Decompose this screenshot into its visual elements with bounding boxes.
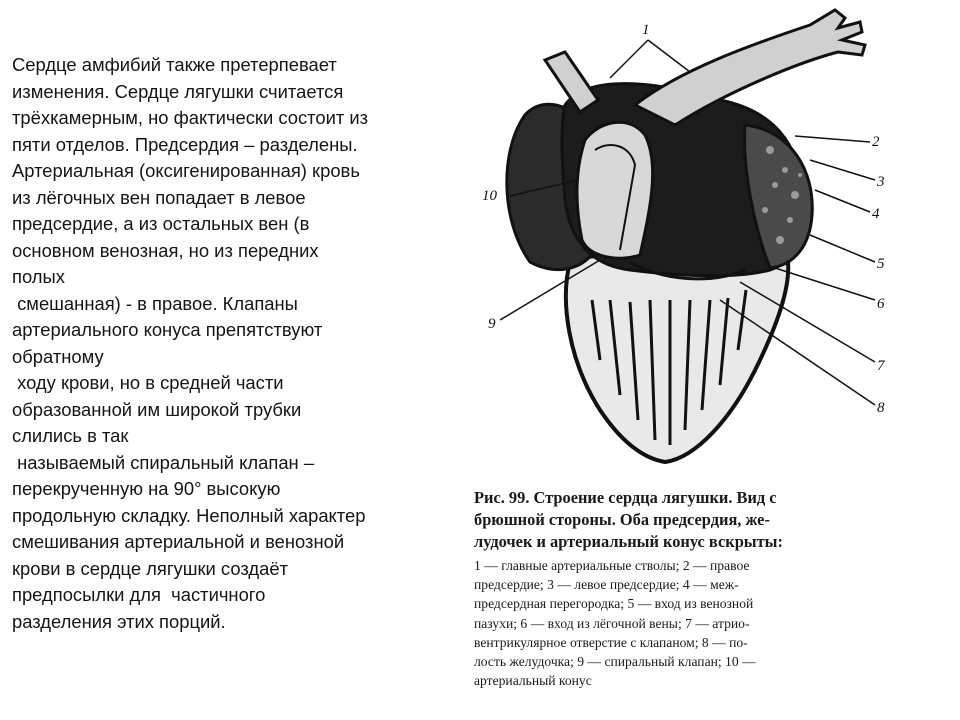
figure-label-4: 4 xyxy=(872,206,880,222)
frog-heart-figure xyxy=(470,0,890,478)
arterial-trunk-right xyxy=(635,10,865,125)
body-text-line: обратному xyxy=(12,345,104,367)
body-text-line: Сердце амфибий также претерпевает xyxy=(12,54,337,75)
body-text-line: крови в сердце лягушки создаёт xyxy=(12,557,288,579)
body-text-line: артериального конуса препятствуют xyxy=(12,319,323,340)
body-text-line: перекрученную на 90° высокую xyxy=(12,478,281,499)
figure-label-1: 1 xyxy=(642,22,650,38)
figure-label-5: 5 xyxy=(877,256,885,272)
figure-label-9: 9 xyxy=(488,316,496,332)
caption-title-line: брюшной стороны. Оба предсердия, же- xyxy=(474,510,770,529)
body-text-line: основном венозная, но из передних xyxy=(12,239,319,261)
figure-label-6: 6 xyxy=(877,296,885,312)
caption-title-line: Рис. 99. Строение сердца лягушки. Вид с xyxy=(474,488,777,507)
body-text-line: изменения. Сердце лягушки считается xyxy=(12,80,344,102)
body-text-line: предсердие, а из остальных вен (в xyxy=(12,213,310,234)
caption-legend xyxy=(474,556,904,690)
body-text-line: смешанная) - в правое. Клапаны xyxy=(12,292,298,314)
body-text-line: слились в так xyxy=(12,425,129,446)
caption-legend-line: пазухи; 6 — вход из лёгочной вены; 7 — атрио- xyxy=(474,615,750,631)
caption-legend-line: предсердная перегородка; 5 — вход из венозной xyxy=(474,596,754,612)
figure-label-3: 3 xyxy=(877,174,885,190)
frog-heart-illustration xyxy=(470,0,890,478)
body-text-line: полых xyxy=(12,266,65,287)
caption-title-line: лудочек и артериальный конус вскрыты: xyxy=(474,532,783,551)
caption-legend-line: вентрикулярное отверстие с клапаном; 8 — по- xyxy=(474,634,748,650)
figure-label-2: 2 xyxy=(872,134,880,150)
body-text-line: ходу крови, но в средней части xyxy=(12,372,284,393)
body-text-line: из лёгочных вен попадает в левое xyxy=(12,186,306,208)
body-text xyxy=(12,52,452,635)
body-text-line: пяти отделов. Предсердия – разделены. xyxy=(12,133,358,155)
figure-label-7: 7 xyxy=(877,358,885,374)
caption-legend-line: лость желудочка; 9 — спиральный клапан; 10 — xyxy=(474,654,756,670)
body-text-line: Артериальная (оксигенированная) кровь xyxy=(12,160,360,181)
figure-label-8: 8 xyxy=(877,400,885,416)
body-text-line: продольную складку. Неполный характер xyxy=(12,504,366,526)
caption-legend-line: артериальный конус xyxy=(474,673,592,689)
body-text-line: трёхкамерным, но фактически состоит из xyxy=(12,107,369,128)
body-text-line: называемый спиральный клапан – xyxy=(12,451,315,473)
body-text-line: разделения этих порций. xyxy=(12,610,226,632)
caption-legend-line: 1 — главные артериальные стволы; 2 — правое xyxy=(474,558,750,573)
figure-caption xyxy=(474,487,904,690)
body-text-line: предпосылки для частичного xyxy=(12,584,266,605)
arterial-conus-shape xyxy=(577,122,653,258)
figure-label-10: 10 xyxy=(482,188,497,204)
body-text-line: смешивания артериальной и венозной xyxy=(12,531,345,552)
caption-legend-line: предсердие; 3 — левое предсердие; 4 — меж- xyxy=(474,577,739,593)
body-text-line: образованной им широкой трубки xyxy=(12,398,302,420)
